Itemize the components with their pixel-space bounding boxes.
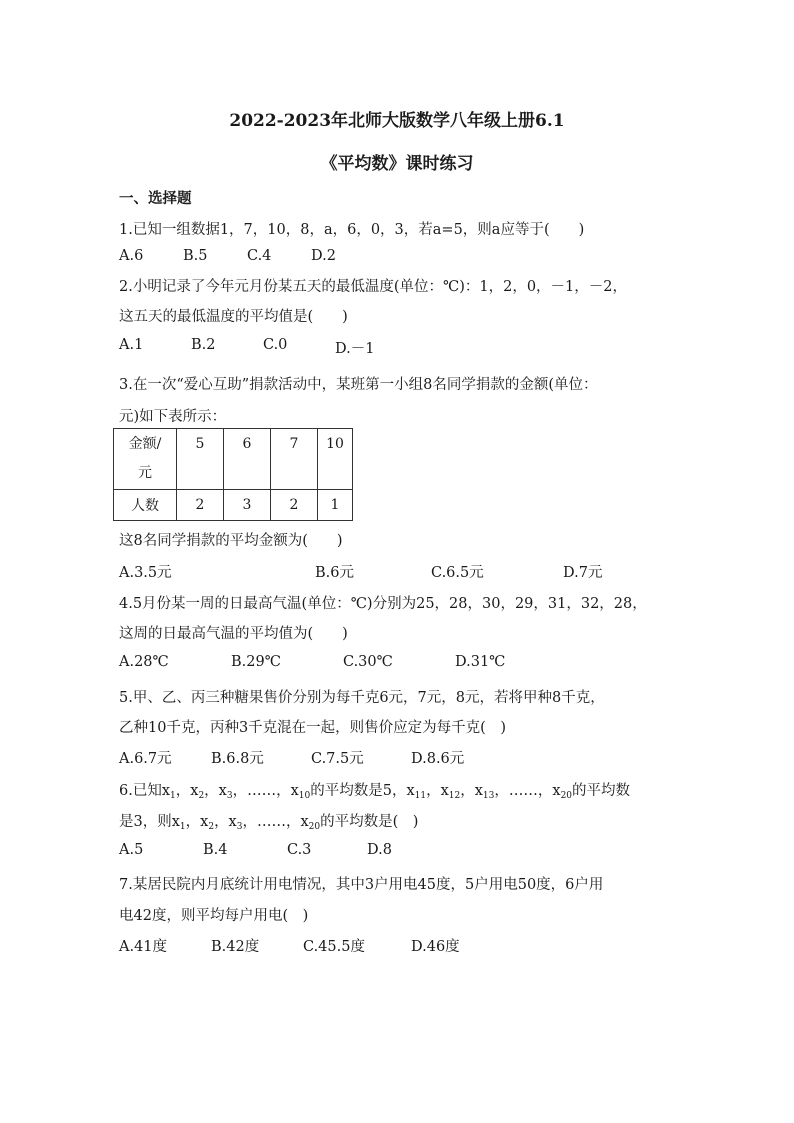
donation-table: [113, 428, 353, 521]
q7-option-b: B.42度: [211, 939, 260, 955]
table-cell: 2: [177, 490, 224, 521]
amount-label-line-1: 金额/: [128, 436, 162, 452]
q6-option-c: C.3: [287, 842, 312, 858]
table-cell: 6: [224, 429, 271, 490]
question-7-line-2: 电42度，则平均每户用电( ): [119, 908, 309, 924]
q7-option-a: A.41度: [119, 939, 168, 955]
table-cell: 7: [271, 429, 318, 490]
table-cell: 5: [177, 429, 224, 490]
question-3-line-1: 3.在一次“爱心互助”捐款活动中，某班第一小组8名同学捐款的金额(单位：: [119, 377, 598, 393]
q6-subscript: 2: [208, 822, 215, 832]
question-1-options: [119, 248, 679, 270]
q2-option-c: C.0: [263, 337, 288, 353]
q6-text: 的平均数: [572, 783, 631, 799]
q6-option-b: B.4: [203, 842, 228, 858]
question-3-options: [119, 561, 679, 583]
q6-text: 的平均数是5，x: [310, 783, 415, 799]
q6-option-d: D.8: [367, 842, 392, 858]
question-4-line-1: 4.5月份某一周的日最高气温(单位：℃)分别为25，28，30，29，31，32，28，: [119, 596, 647, 612]
table-header-amount: [114, 429, 177, 490]
q4-option-c: C.30℃: [343, 654, 393, 670]
q6-text: 的平均数是( ): [320, 814, 419, 830]
table-row: [114, 429, 353, 490]
question-4-line-2: 这周的日最高气温的平均值为( ): [119, 626, 348, 642]
table-row: [114, 490, 353, 521]
table-cell: 1: [318, 490, 353, 521]
question-7-options: [119, 935, 679, 957]
question-6-options: [119, 842, 679, 864]
q6-subscript: 1: [170, 791, 176, 801]
question-6-line-1: [119, 779, 630, 800]
q3-option-b: B.6元: [315, 565, 354, 581]
q5-option-b: B.6.8元: [211, 751, 264, 767]
q7-option-c: C.45.5度: [303, 939, 365, 955]
q6-text: ，x: [460, 783, 483, 799]
table-header-count: 人数: [114, 490, 177, 521]
q2-option-b: B.2: [191, 337, 216, 353]
amount-label-line-2: 元: [138, 465, 152, 481]
q5-option-d: D.8.6元: [411, 751, 465, 767]
q7-option-d: D.46度: [411, 939, 460, 955]
question-2-options: [119, 337, 679, 359]
question-5-line-1: 5.甲、乙、丙三种糖果售价分别为每千克6元，7元，8元，若将甲种8千克，: [119, 690, 605, 706]
q3-option-c: C.6.5元: [431, 565, 484, 581]
question-6-line-2: [119, 810, 418, 831]
q1-option-c: C.4: [247, 248, 272, 264]
q6-text: ，x: [214, 814, 237, 830]
q6-subscript: 13: [482, 791, 495, 801]
q6-subscript: 20: [560, 791, 573, 801]
question-5-options: [119, 747, 679, 769]
question-7-line-1: 7.某居民院内月底统计用电情况，其中3户用电45度，5户用电50度，6户用: [119, 877, 604, 893]
q6-subscript: 11: [414, 791, 427, 801]
q6-subscript: 12: [448, 791, 461, 801]
question-5-line-2: 乙种10千克，丙种3千克混在一起，则售价应定为每千克( ): [119, 720, 506, 736]
question-3-line-3: 这8名同学捐款的平均金额为( ): [119, 533, 343, 549]
q3-option-d: D.7元: [563, 565, 603, 581]
q4-option-d: D.31℃: [455, 654, 506, 670]
q6-subscript: 2: [198, 791, 205, 801]
table-cell: 3: [224, 490, 271, 521]
q6-text: ，……，x: [242, 814, 309, 830]
q6-text: ，x: [426, 783, 449, 799]
page-subtitle: 《平均数》课时练习: [320, 154, 474, 174]
question-2-line-2: 这五天的最低温度的平均值是( ): [119, 309, 348, 325]
table-cell: 2: [271, 490, 318, 521]
question-3-line-2: 元)如下表所示：: [119, 409, 227, 425]
q6-text: ，x: [185, 814, 209, 830]
section-heading: 一、选择题: [119, 190, 192, 207]
q2-option-d: D.－1: [335, 341, 375, 357]
q5-option-a: A.6.7元: [119, 751, 172, 767]
q5-option-c: C.7.5元: [311, 751, 364, 767]
q6-text: 是3，则x: [119, 814, 180, 830]
question-2-line-1: 2.小明记录了今年元月份某五天的最低温度(单位：℃)：1，2，0，－1，－2，: [119, 279, 627, 295]
page-title: 2022-2023年北师大版数学八年级上册6.1: [229, 111, 565, 131]
q1-option-d: D.2: [311, 248, 336, 264]
table-cell: 10: [318, 429, 353, 490]
q6-subscript: 1: [179, 822, 186, 832]
question-1-text: 1.已知一组数据1，7，10，8，a，6，0，3，若a=5，则a应等于( ): [119, 222, 585, 238]
q1-option-b: B.5: [183, 248, 208, 264]
q6-text: ，x: [175, 783, 199, 799]
q6-text: 6.已知x: [119, 783, 171, 799]
q6-text: ，……，x: [232, 783, 299, 799]
q4-option-b: B.29℃: [231, 654, 281, 670]
q6-subscript: 3: [226, 791, 233, 801]
q4-option-a: A.28℃: [119, 654, 169, 670]
q6-subscript: 10: [298, 791, 311, 801]
q6-text: ，x: [204, 783, 227, 799]
q3-option-a: A.3.5元: [119, 565, 172, 581]
q6-subscript: 3: [236, 822, 243, 832]
q6-subscript: 20: [308, 822, 321, 832]
q6-text: ，……，x: [494, 783, 561, 799]
q6-option-a: A.5: [119, 842, 144, 858]
q1-option-a: A.6: [119, 248, 144, 264]
question-4-options: [119, 654, 679, 676]
q2-option-a: A.1: [119, 337, 144, 353]
